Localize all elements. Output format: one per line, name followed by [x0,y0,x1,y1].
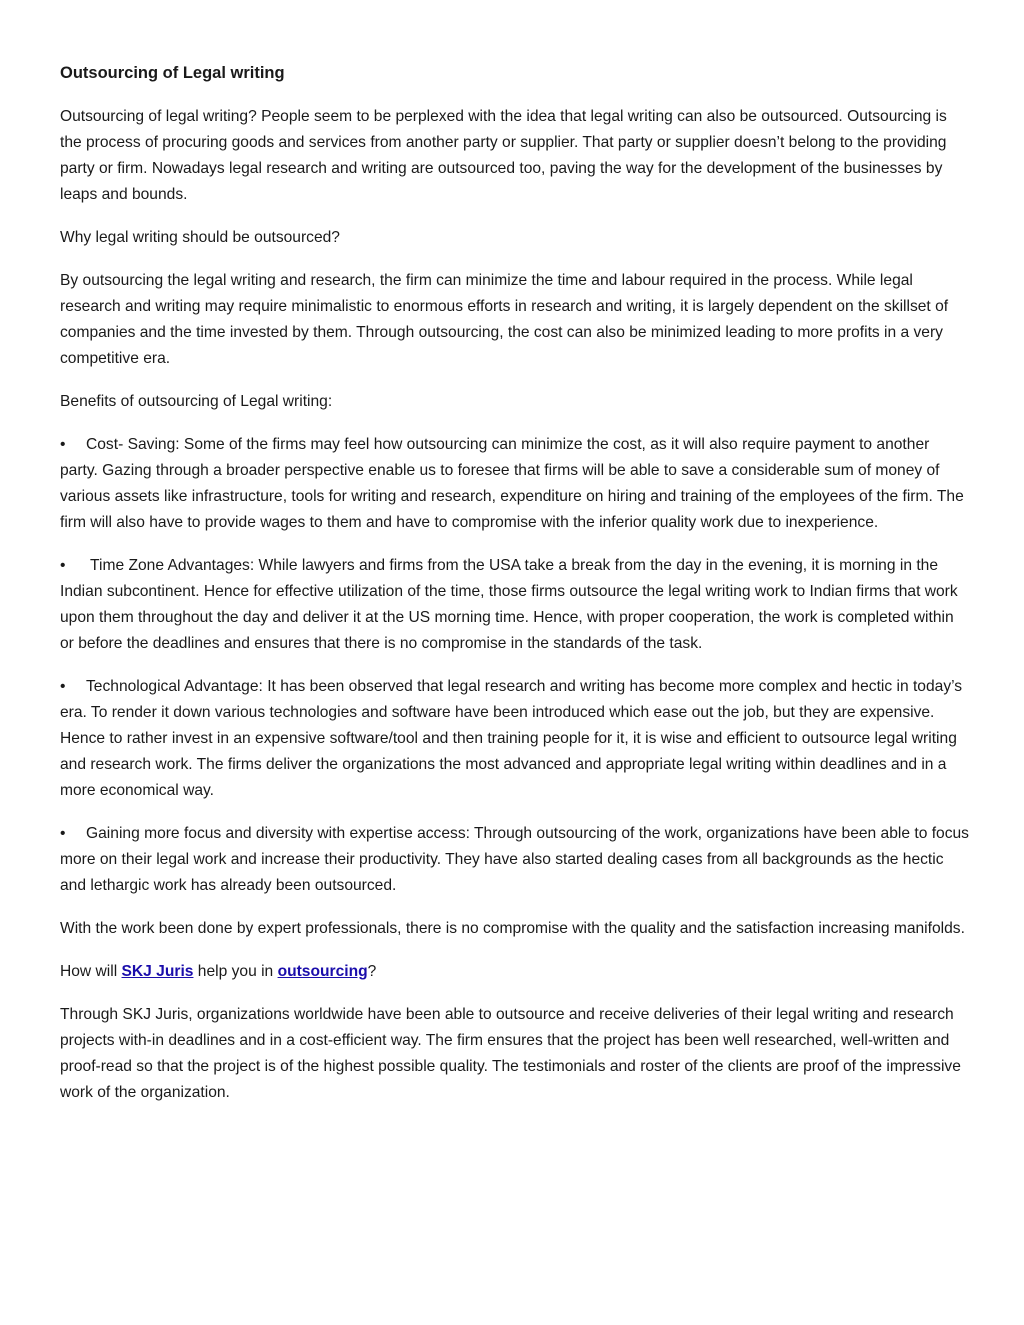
intro-paragraph: Outsourcing of legal writing? People seem to be perplexed with the idea that legal writing can also be outsourced. Outsourcing is the process of procuring goods and services from another party or supplier. That party or supplier doesn’t belong to the providing party or firm. Nowadays legal research and writing are outsourced too, paving the way for the development of the businesses by leaps and bounds. [60,108,947,203]
skj-juris-link[interactable]: SKJ Juris [121,963,194,980]
benefits-heading: Benefits of outsourcing of Legal writing: [60,393,333,410]
bullet-icon: • [60,678,66,695]
bullet-focus-diversity [60,821,970,899]
bullet-text: Gaining more focus and diversity with expertise access: Through outsourcing of the work, organizations have been able to focus more on their legal work and increase their productivity. They have also started dealing cases from all backgrounds as the hectic and lethargic work has already been outsourced. [60,825,969,894]
help-question [60,959,970,985]
bullet-text: Time Zone Advantages: While lawyers and firms from the USA take a break from the day in the evening, it is morning in the Indian subcontinent. Hence for effective utilization of the time, those firms outsource the legal writing work to Indian firms that work upon them throughout the day and deliver it at the US morning time. Hence, with proper cooperation, the work is completed within or before the deadlines and ensures that there is no compromise in the standards of the task. [60,557,963,652]
bullet-icon: • [60,557,66,574]
document-title: Outsourcing of Legal writing [60,64,285,82]
help-middle: help you in [193,963,278,980]
quality-paragraph: With the work been done by expert professionals, there is no compromise with the quality and the satisfaction increasing manifolds. [60,920,965,937]
bullet-text: Technological Advantage: It has been observed that legal research and writing has become more complex and hectic in today’s era. To render it down various technologies and software have been introduced which ease out the job, but they are expensive. Hence to rather invest in an expensive software/tool and then training people for it, it is wise and efficient to outsource legal writing and research work. The firms deliver the organizations the most advanced and appropriate legal writing within deadlines and in a more economical way. [60,678,963,799]
outsourcing-link[interactable]: outsourcing [277,963,368,980]
bullet-cost-saving [60,432,970,536]
bullet-icon: • [60,825,66,842]
help-prefix: How will [60,963,122,980]
closing-paragraph: Through SKJ Juris, organizations worldwide have been able to outsource and receive deliveries of their legal writing and research projects with-in deadlines and in a cost-efficient way. The firm ensures that the project has been well researched, well-written and proof-read so that the project is of the highest possible quality. The testimonials and roster of the clients are proof of the impressive work of the organization. [60,1006,961,1101]
why-heading: Why legal writing should be outsourced? [60,229,340,246]
why-paragraph: By outsourcing the legal writing and research, the firm can minimize the time and labour required in the process. While legal research and writing may require minimalistic to enormous efforts in research and writing, it is largely dependent on the skillset of companies and the time invested by them. Through outsourcing, the cost can also be minimized leading to more profits in a very competitive era. [60,272,949,367]
bullet-technological [60,674,970,804]
bullet-time-zone [60,553,970,657]
help-suffix: ? [367,963,377,980]
document-page [60,58,970,1123]
bullet-text: Cost- Saving: Some of the firms may feel how outsourcing can minimize the cost, as it will also require payment to another party. Gazing through a broader perspective enable us to foresee that firms will be able to save a considerable sum of money of various assets like infrastructure, tools for writing and research, expenditure on hiring and training of the employees of the firm. The firm will also have to provide wages to them and have to compromise with the inferior quality work due to inexperience. [60,436,964,531]
bullet-icon: • [60,436,66,453]
